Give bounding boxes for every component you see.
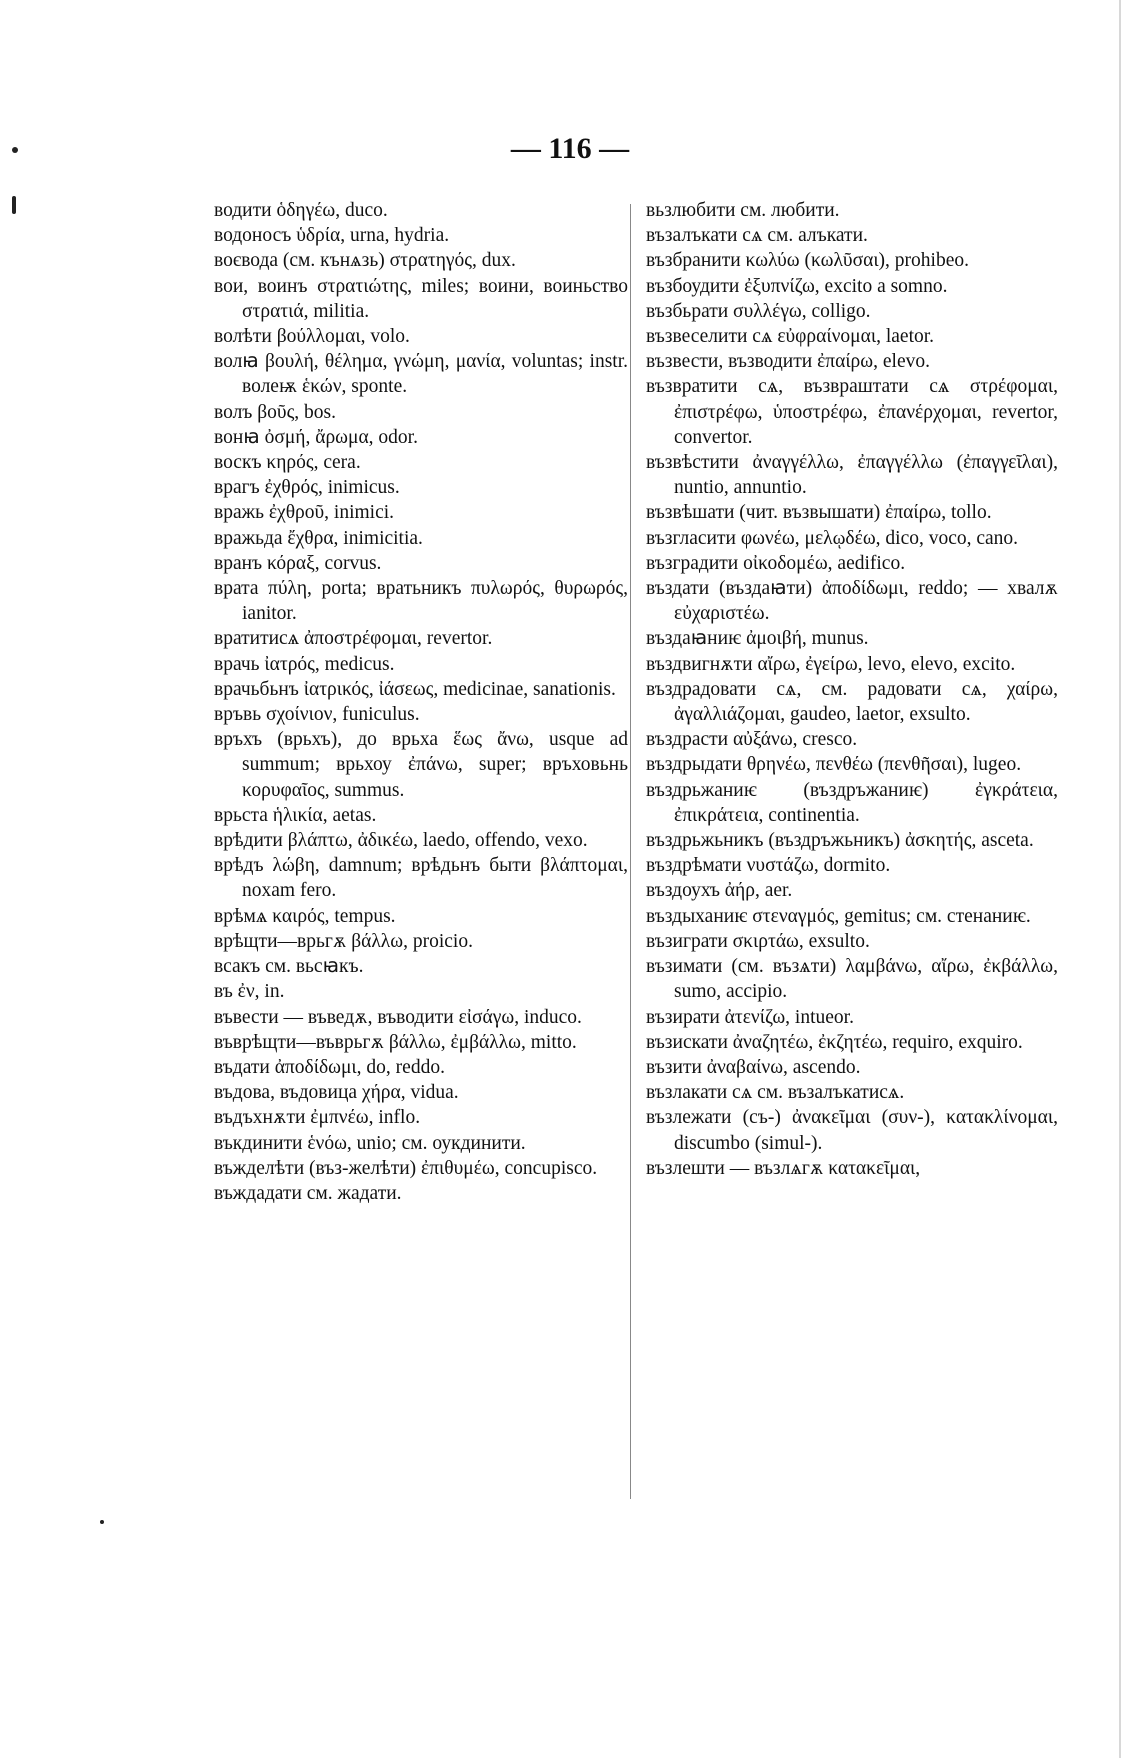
dictionary-entry: възиграти σκιρτάω, exsulto.	[646, 930, 870, 952]
dictionary-entry: воєвода (см. кънѧзь) στρατηγός, dux.	[214, 250, 516, 272]
dictionary-entry: врѣмѧ καιρός, tempus.	[214, 905, 396, 927]
left-column	[214, 198, 628, 1206]
dictionary-entry: въздаꙗниѥ ἀμοιβή, munus.	[646, 628, 869, 650]
dictionary-entry: възбоудити ἐξυπνίζω, excito a somno.	[646, 275, 948, 297]
dictionary-entry: връхъ (врьхъ), до врьха ἕως ἄνω, usque ad summum; врьхоу ἐπάνω, super; връховьнь κορυφαῖος, summus.	[214, 729, 628, 801]
dictionary-entry: въжделѣти (въз-желѣти) ἐπιθυμέω, concupisco.	[214, 1157, 598, 1179]
dictionary-entry: въвести — въведѫ, въводити εἰσάγω, induco.	[214, 1006, 582, 1028]
dictionary-entry: възградити οἰκοδομέω, aedifico.	[646, 552, 906, 574]
column-divider	[630, 204, 631, 1499]
dictionary-entry: възбранити κωλύω (κωλῦσαι), prohibeo.	[646, 250, 969, 272]
dictionary-entry: възирати ἀτενίζω, intueor.	[646, 1006, 854, 1028]
dictionary-entry: въздати (въздаꙗти) ἀποδίδωμι, reddo; — хвалѫ εὐχαριστέω.	[646, 578, 1058, 625]
dictionary-entry: въдъхнѫти ἐμπνέω, inflo.	[214, 1107, 421, 1129]
dictionary-entry: възвести, възводити ἐπαίρω, elevo.	[646, 351, 930, 373]
dictionary-entry: врьста ἡλικία, aetas.	[214, 804, 377, 826]
dictionary-entry: въздрадовати сѧ, см. радовати сѧ, χαίρω, ἀγαλλιάζομαι, gaudeo, laetor, exsulto.	[646, 678, 1058, 726]
dictionary-entry: връвь σχοίνιον, funiculus.	[214, 704, 420, 726]
dictionary-entry: въждадати см. жадати.	[214, 1182, 402, 1204]
dictionary-entry: вражьда ἔχθρα, inimicitia.	[214, 527, 423, 549]
dictionary-entry: възвеселити сѧ εὐφραίνομαι, laetor.	[646, 326, 935, 348]
dictionary-entry: въздрьжаниѥ (въздръжаниѥ) ἐγκράτεια, ἐπικράτεια, continentia.	[646, 779, 1058, 826]
dictionary-entry: волѣти βούλλομαι, volo.	[214, 326, 410, 348]
dictionary-entry: въ ἐν, in.	[214, 981, 285, 1003]
dictionary-entry: възвѣстити ἀναγγέλλω, ἐπαγγέλλω (ἐπαγγεῖλαι), nuntio, annuntio.	[646, 452, 1058, 499]
dictionary-entry: вражь ἐχθροῦ, inimici.	[214, 502, 395, 524]
dictionary-entry: въздрьжьникъ (въздръжьникъ) ἀσκητής, asceta.	[646, 830, 1034, 852]
dictionary-entry: възлешти — възлѧгѫ κατακεῖμαι,	[646, 1157, 921, 1179]
dictionary-entry: възискати ἀναζητέω, ἐκζητέω, requiro, exquiro.	[646, 1031, 1023, 1053]
dictionary-entry: водоносъ ὑδρία, urna, hydria.	[214, 225, 450, 247]
dictionary-entry: възвратити сѧ, възвраштати сѧ στρέφομαι, ἐπιστρέφω, ὑποστρέφω, ἐπανέρχομαι, revertor, convertor.	[646, 376, 1058, 448]
dictionary-entry: възвѣшати (чит. възвышати) ἐπαίρω, tollo.	[646, 502, 992, 524]
dictionary-entry: въздрасти αὐξάνω, cresco.	[646, 729, 858, 751]
dictionary-entry: въкдинити ἑνόω, unio; см. оукдинити.	[214, 1132, 526, 1154]
dictionary-entry: въдова, въдовица χήρα, vidua.	[214, 1082, 459, 1104]
dictionary-entry: врачьбьнъ ἰατρικός, ἰάσεως, medicinae, sanationis.	[214, 678, 616, 700]
dictionary-entry: въздвигнѫти αἴρω, ἐγείρω, levo, elevo, excito.	[646, 653, 1016, 675]
dictionary-entry: възлакати сѧ см. възалъкатисѧ.	[646, 1082, 905, 1104]
dictionary-entry: възгласити φωνέω, μελῳδέω, dico, voco, cano.	[646, 527, 1019, 549]
dictionary-entry: възлежати (съ-) ἀνακεῖμαι (συν-), κατακλίνομαι, discumbo (simul-).	[646, 1107, 1058, 1154]
dictionary-entry: врата πύλη, porta; вратьникъ πυλωρός, θυρωρός, ianitor.	[214, 578, 628, 625]
dictionary-entry: въдати ἀποδίδωμι, do, reddo.	[214, 1056, 445, 1078]
margin-mark	[100, 1520, 104, 1524]
dictionary-entry: врагъ ἐχθρός, inimicus.	[214, 477, 400, 499]
dictionary-entry: въздрѣмати νυστάζω, dormito.	[646, 855, 891, 877]
dictionary-entry: вратитисѧ ἀποστρέφομαι, revertor.	[214, 628, 493, 650]
dictionary-entry: врачь ἰατρός, medicus.	[214, 653, 395, 675]
dictionary-entry: въздрыдати θρηνέω, πενθέω (πενθῆσαι), lugeo.	[646, 754, 1022, 776]
dictionary-entry: врѣдити βλάπτω, ἀδικέω, laedo, offendo, vexo.	[214, 830, 588, 852]
dictionary-entry: вонꙗ ὀσμή, ἄρωμα, odor.	[214, 426, 418, 448]
dictionary-entry: вьзлюбити см. любити.	[646, 200, 840, 221]
dictionary-entry: въздыханиѥ στεναγμός, gemitus; см. стенаниѥ.	[646, 905, 1031, 927]
dictionary-entry: възити ἀναβαίνω, ascendo.	[646, 1056, 861, 1078]
dictionary-entry: въздоухъ ἀήρ, aer.	[646, 880, 793, 902]
dictionary-entry: волъ βοῦς, bos.	[214, 401, 337, 423]
dictionary-entry: всакъ см. вьсꙗкъ.	[214, 956, 364, 978]
dictionary-entry: възалъкати сѧ см. алъкати.	[646, 225, 868, 247]
dictionary-entry: воскъ κηρός, cera.	[214, 452, 361, 474]
dictionary-entry: врѣдъ λώβη, damnum; врѣдьнъ быти βλάπτομαι, noxam fero.	[214, 855, 628, 902]
dictionary-entry: вранъ κόραξ, corvus.	[214, 552, 382, 574]
margin-mark	[12, 196, 16, 214]
page-number: — 116 —	[510, 132, 630, 165]
page-edge	[1119, 0, 1121, 1758]
dictionary-entry: врѣщти—врьгѫ βάλλω, proicio.	[214, 930, 473, 952]
right-column	[638, 198, 1058, 1498]
dictionary-entry: възимати (см. възѧти) λαμβάνω, αἴρω, ἐκβάλλω, sumo, accipio.	[646, 956, 1058, 1003]
dictionary-entry: вои, воинъ στρατιώτης, miles; воини, воиньство στρατιά, militia.	[214, 275, 628, 322]
dictionary-entry: волꙗ βουλή, θέλημα, γνώμη, μανία, voluntas; instr. волеѭ ἑκών, sponte.	[214, 351, 628, 398]
dictionary-entry: водити ὁδηγέω, duco.	[214, 200, 388, 221]
dictionary-entry: въврѣщти—въврьгѫ βάλλω, ἐμβάλλω, mitto.	[214, 1031, 577, 1053]
dictionary-entry: възбьрати συλλέγω, colligo.	[646, 300, 871, 322]
